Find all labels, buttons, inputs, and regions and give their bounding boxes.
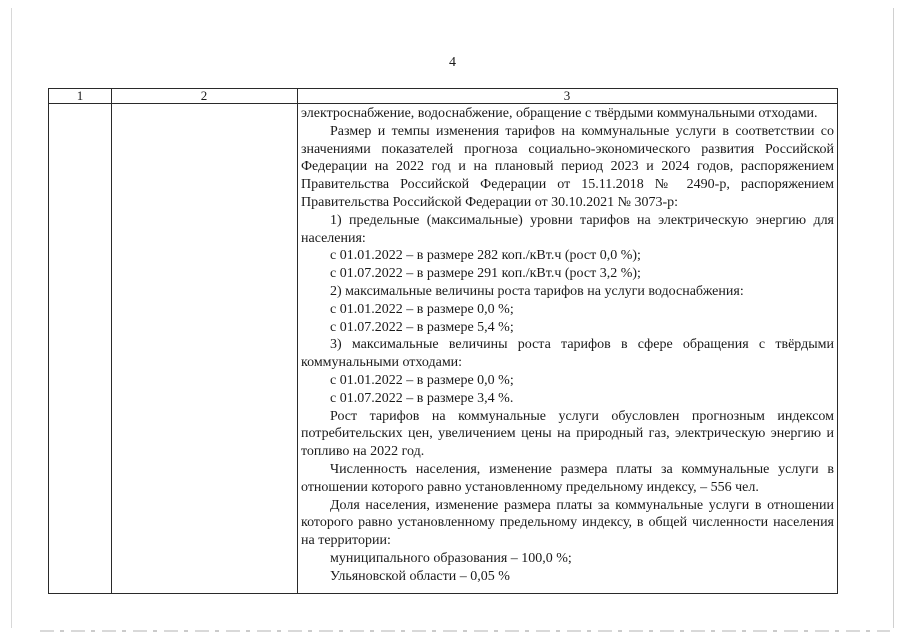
table-paragraph: муниципального образования – 100,0 %; [330,550,572,566]
table-paragraph: Доля населения, изменение размера платы за коммунальные услуги в отношении которого равно установленному предельному индексу, в общей численности населения на территории: [301,497,834,549]
page-number: 4 [449,55,456,70]
table-paragraph: 2) максимальные величины роста тарифов на услуги водоснабжения: [330,283,744,299]
header-cell-2: 2 [200,88,208,103]
table-paragraph: Численность населения, изменение размера платы за коммунальные услуги в отношении которого равно установленному предельному индексу, – 556 чел. [301,461,834,495]
table-paragraph: электроснабжение, водоснабжение, обращение с твёрдыми коммунальными отходами. [301,106,818,121]
table-paragraph: Рост тарифов на коммунальные услуги обусловлен прогнозным индексом потребительских цен, увеличением цены на природный газ, электрическую энергию и топливо на 2022 год. [301,408,834,460]
table-paragraph: 3) максимальные величины роста тарифов в сфере обращения с твёрдыми коммунальными отходами: [301,337,834,371]
header-cell-3: 3 [563,88,571,103]
scan-artifact-line [40,630,890,632]
table-paragraph: с 01.01.2022 – в размере 0,0 %; [330,372,514,388]
table-paragraph: Размер и темпы изменения тарифов на коммунальные услуги в соответствии со значениями показателей прогноза социально-экономического развития Российской Федерации на 2022 год и на плановый период 2023 и 2024 годов, распоряжением Правительства Российской Федерации от 15.11.2018 № 2490-р, распоряжением Правительства Российской Федерации от 30.10.2021 № 3073-р: [301,123,834,210]
column-divider-2 [297,89,298,593]
table-paragraph: с 01.01.2022 – в размере 0,0 %; [330,301,514,317]
column-divider-1 [111,89,112,593]
table-header-row [49,89,837,104]
table-paragraph: с 01.01.2022 – в размере 282 коп./кВт.ч (рост 0,0 %); [330,248,641,264]
table-paragraph: с 01.07.2022 – в размере 3,4 %. [330,390,514,406]
table-paragraph: 1) предельные (максимальные) уровни тарифов на электрическую энергию для населения: [301,212,834,246]
table-cell-content [301,105,834,586]
table-paragraph: с 01.07.2022 – в размере 5,4 %; [330,319,514,335]
table-paragraph: Ульяновской области – 0,05 % [330,568,510,584]
document-table [48,88,838,594]
table-paragraph: с 01.07.2022 – в размере 291 коп./кВт.ч (рост 3,2 %); [330,266,641,282]
header-cell-1: 1 [76,88,84,103]
